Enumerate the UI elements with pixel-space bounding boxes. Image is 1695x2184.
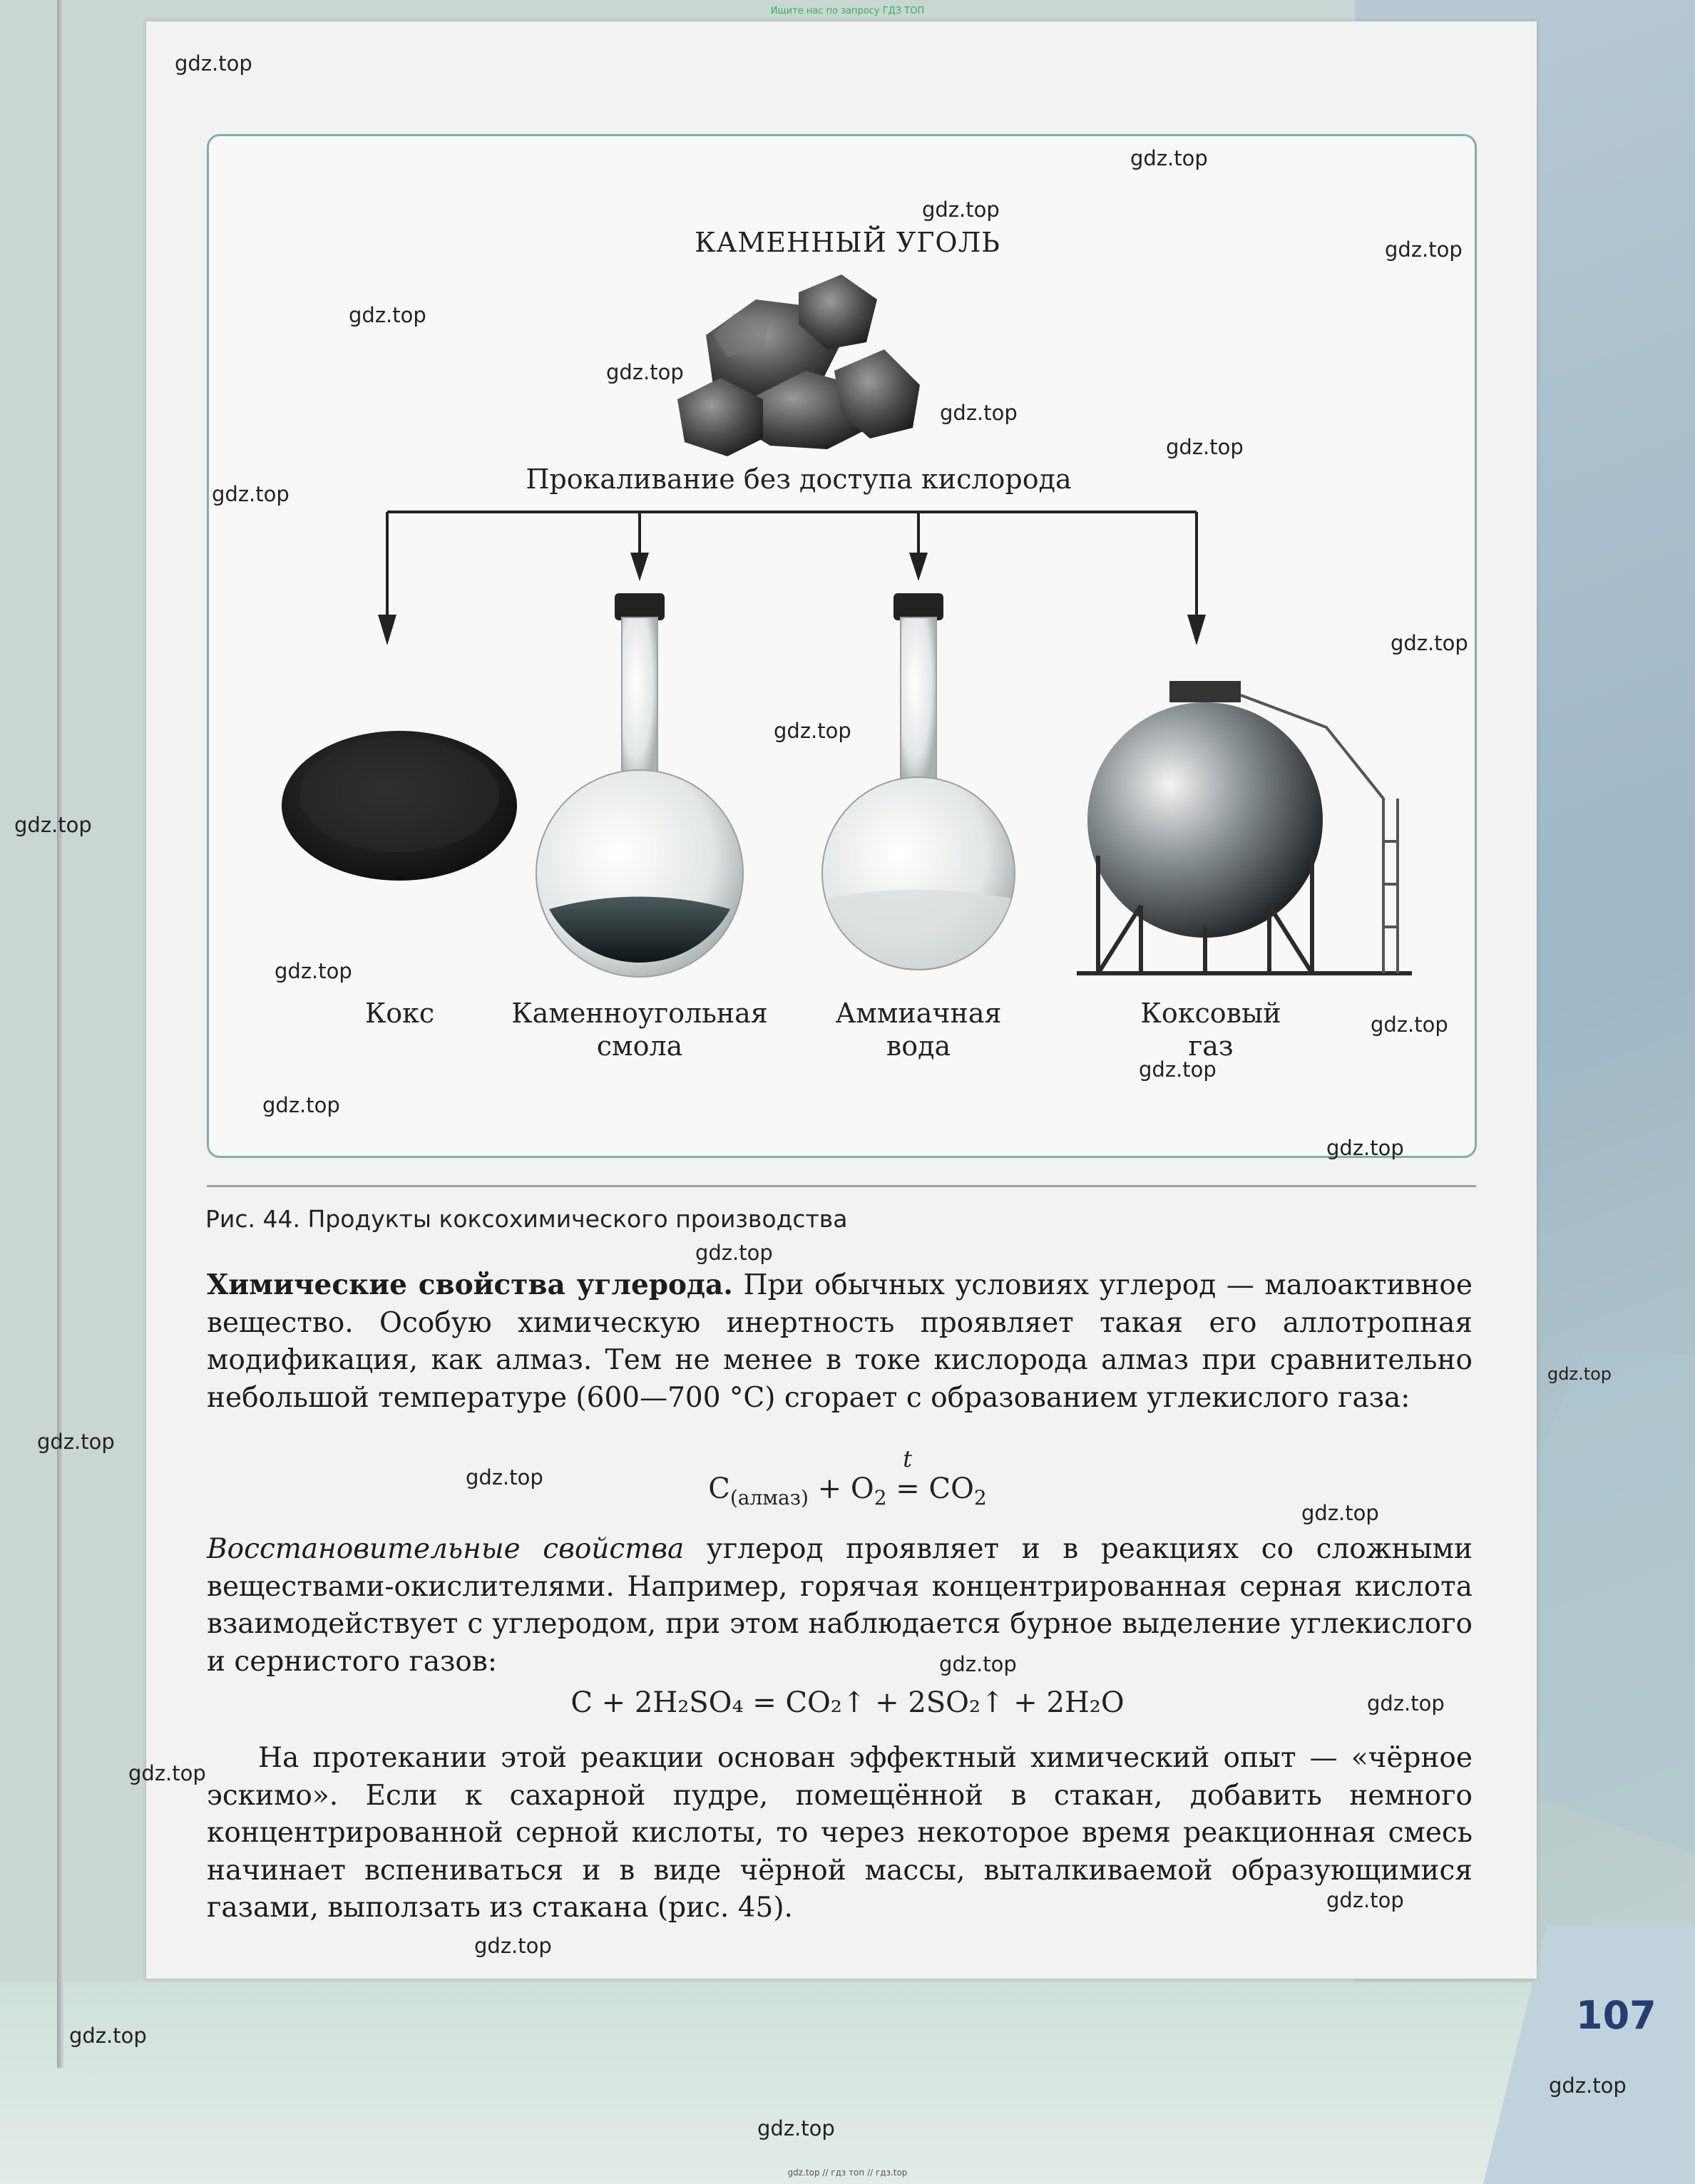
watermark: gdz.top xyxy=(466,1465,543,1490)
watermark: gdz.top xyxy=(940,401,1018,425)
watermark: gdz.top xyxy=(1385,237,1463,262)
watermark: gdz.top xyxy=(1391,631,1468,655)
product-label-ammonia-water: Аммиачная вода xyxy=(835,998,1002,1062)
process-arrows xyxy=(378,512,1206,645)
ammonia-flask-image xyxy=(822,593,1015,970)
watermark: gdz.top xyxy=(1166,435,1244,459)
watermark: gdz.top xyxy=(1326,1888,1404,1912)
caption-divider xyxy=(207,1185,1476,1187)
paragraph-1-heading: Химические свойства углерода. xyxy=(207,1268,733,1301)
equation-sulfuric-acid: С + 2H₂SO₄ = CO₂↑ + 2SO₂↑ + 2H₂O xyxy=(570,1686,1125,1719)
watermark: gdz.top xyxy=(474,1934,552,1958)
watermark: gdz.top xyxy=(175,51,252,76)
paragraph-2-italic: Восстановительные свойства xyxy=(207,1533,685,1565)
figure-caption: Рис. 44. Продукты коксохимического производства xyxy=(205,1205,848,1233)
coal-image xyxy=(677,275,920,456)
watermark: gdz.top xyxy=(1547,1364,1612,1384)
watermark: gdz.top xyxy=(1139,1057,1217,1082)
watermark: gdz.top xyxy=(606,360,684,384)
gas-tank-image xyxy=(1077,681,1412,973)
figure-title: КАМЕННЫЙ УГОЛЬ xyxy=(695,227,1000,258)
watermark: gdz.top xyxy=(1371,1012,1448,1037)
watermark: gdz.top xyxy=(774,719,851,743)
bottom-banner[interactable]: gdz.top // гдз топ // гдз.top xyxy=(787,2168,908,2178)
paragraph-1 xyxy=(207,1266,1473,1417)
watermark: gdz.top xyxy=(695,1241,773,1265)
watermark: gdz.top xyxy=(1130,146,1208,170)
page-number: 107 xyxy=(1576,1993,1656,2038)
watermark: gdz.top xyxy=(1367,1691,1445,1716)
tar-flask-image xyxy=(536,593,743,977)
paragraph-3: На протекании этой реакции основан эффектный химический опыт — «чёрное эскимо». Если к сахарной пудре, помещённой в стакан, добавить немного концентрированной серной кислоты, то через некоторое время реакционная смесь начинает вспениваться и в виде чёрной массы, выталкиваемой образующимися газами, выползать из стакана (рис. 45). xyxy=(207,1742,1473,1924)
watermark: gdz.top xyxy=(37,1430,115,1454)
watermark: gdz.top xyxy=(1549,2073,1627,2098)
product-label-coke-gas: Коксовый газ xyxy=(1140,998,1281,1062)
top-banner[interactable]: Ищите нас по запросу ГДЗ ТОП xyxy=(770,6,925,16)
equation-diamond-combustion: $С_{(алмаз)} + O_2$ t = $CO_2$ xyxy=(708,1445,987,1509)
product-label-tar: Каменноугольная смола xyxy=(511,998,768,1062)
watermark: gdz.top xyxy=(262,1093,340,1117)
paragraph-1-body: При обычных условиях углерод — малоактивное вещество. Особую химическую инертность проявляет такая его аллотропная модификация, как алмаз. Тем не менее в токе кислорода алмаз при сравнительно небольшой температуре (600—700 °С) сгорает с образованием углекислого газа: xyxy=(207,1269,1473,1414)
watermark: gdz.top xyxy=(128,1761,206,1785)
product-label-coke: Кокс xyxy=(364,998,435,1029)
watermark: gdz.top xyxy=(14,813,92,837)
paragraph-2 xyxy=(207,1531,1473,1681)
coke-image xyxy=(282,731,517,881)
watermark: gdz.top xyxy=(939,1652,1017,1676)
watermark: gdz.top xyxy=(757,2116,835,2141)
watermark: gdz.top xyxy=(212,482,290,506)
watermark: gdz.top xyxy=(275,959,352,983)
watermark: gdz.top xyxy=(922,198,1000,222)
watermark: gdz.top xyxy=(349,303,426,327)
watermark: gdz.top xyxy=(1326,1136,1404,1160)
watermark: gdz.top xyxy=(69,2024,147,2048)
process-label: Прокаливание без доступа кислорода xyxy=(526,463,1072,495)
paragraph-2-body: углерод проявляет и в реакциях со сложными веществами-окислителями. Например, горячая концентрированная серная кислота взаимодействует с углеродом, при этом наблюдается бурное выделение углекислого и сернистого газов: xyxy=(207,1533,1473,1678)
watermark: gdz.top xyxy=(1301,1501,1379,1525)
